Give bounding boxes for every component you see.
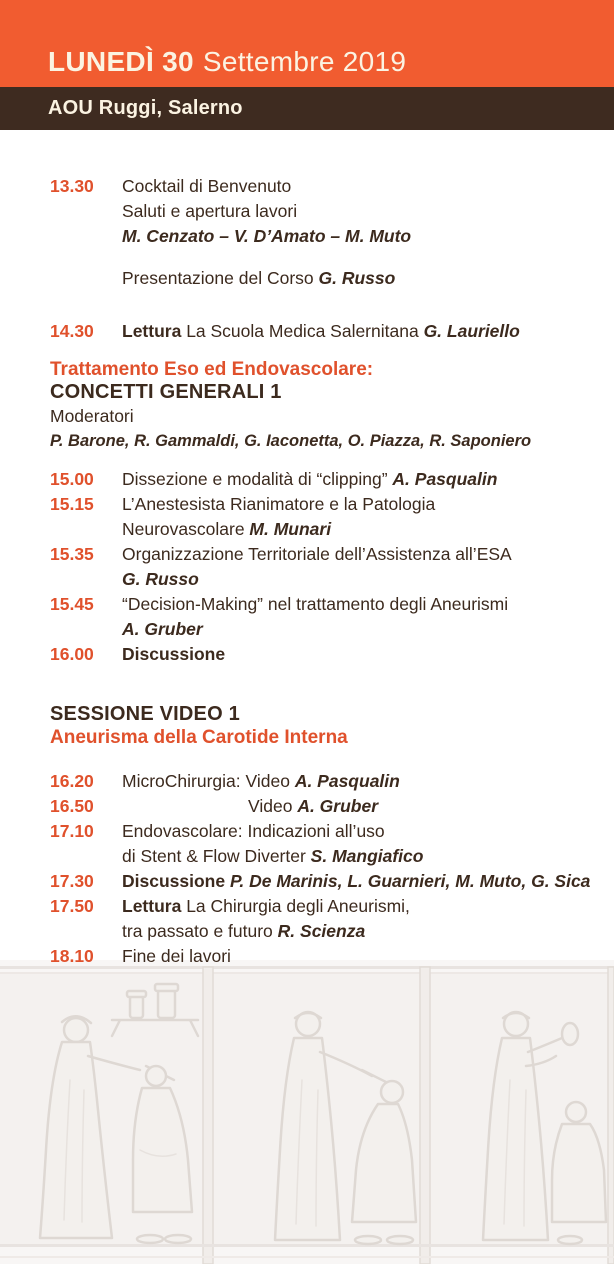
time-label: 15.45 <box>50 594 94 614</box>
event-text: tra passato e futuro <box>122 921 278 941</box>
event-line <box>122 542 598 567</box>
event-line <box>122 844 598 869</box>
moderators-names: P. Barone, R. Gammaldi, G. Iaconetta, O. Piazza, R. Saponiero <box>50 432 532 450</box>
event-text: “Decision-Making” nel trattamento degli Aneurismi <box>122 594 509 614</box>
section-heading <box>50 703 598 749</box>
event-text: L’Anestesista Rianimatore e la Patologia <box>122 494 436 514</box>
event-text: Organizzazione Territoriale dell’Assistenza all’ESA <box>122 544 512 564</box>
event-text: Cocktail di Benvenuto <box>122 176 292 196</box>
event-line <box>122 467 598 492</box>
event-text: Neurovascolare <box>122 519 250 539</box>
event-line <box>122 819 598 844</box>
event-lines <box>122 642 598 667</box>
time-label <box>50 266 122 291</box>
event-line <box>122 266 598 291</box>
event-lines <box>122 869 598 894</box>
footer-illustration <box>0 960 614 1264</box>
moderators-label: Moderatori <box>50 406 134 426</box>
speaker-name: R. Scienza <box>277 921 366 941</box>
event-lines <box>122 769 598 794</box>
event-text: La Chirurgia degli Aneurismi, <box>186 896 410 916</box>
event-keyword: Discussione <box>122 644 226 664</box>
time-label: 15.15 <box>50 494 94 514</box>
schedule-row <box>50 769 598 794</box>
section-title-orange: Aneurisma della Carotide Interna <box>50 727 348 748</box>
schedule-row <box>50 794 598 819</box>
event-line <box>122 617 598 642</box>
time-label: 17.30 <box>50 871 94 891</box>
speaker-name: M. Cenzato – V. D’Amato – M. Muto <box>122 226 412 246</box>
event-line <box>122 567 598 592</box>
section-title-dark: CONCETTI GENERALI 1 <box>50 381 282 403</box>
event-lines <box>122 894 598 944</box>
time-label: 16.00 <box>50 644 94 664</box>
event-text: Saluti e apertura lavori <box>122 201 298 221</box>
schedule <box>0 130 614 969</box>
event-keyword: Lettura <box>122 321 187 341</box>
event-lines <box>122 467 598 492</box>
time-label: 15.00 <box>50 469 94 489</box>
speaker-name: G. Russo <box>318 268 396 288</box>
time-label: 15.35 <box>50 544 94 564</box>
event-lines <box>122 492 598 542</box>
event-keyword: Discussione <box>122 871 230 891</box>
time-label: 16.50 <box>50 796 94 816</box>
event-line <box>122 492 598 517</box>
event-lines <box>122 592 598 642</box>
schedule-row <box>50 642 598 667</box>
event-line <box>122 894 598 919</box>
schedule-row <box>50 266 598 291</box>
event-line <box>122 174 598 199</box>
event-keyword: Lettura <box>122 896 187 916</box>
event-line <box>122 642 598 667</box>
time-label: 14.30 <box>50 321 94 341</box>
section-title-orange: Trattamento Eso ed Endovascolare: <box>50 359 374 380</box>
schedule-row <box>50 894 598 944</box>
event-line <box>122 794 598 819</box>
speaker-name: G. Russo <box>122 569 199 589</box>
schedule-row <box>50 492 598 542</box>
schedule-row <box>50 869 598 894</box>
event-line <box>122 517 598 542</box>
time-label: 17.10 <box>50 821 94 841</box>
event-text: Fine dei lavori <box>122 946 231 966</box>
date-banner <box>0 0 614 87</box>
event-line <box>122 199 598 224</box>
event-lines <box>122 944 598 969</box>
speaker-name: S. Mangiafico <box>310 846 424 866</box>
page-title-month-year: Settembre 2019 <box>202 46 407 77</box>
section-heading <box>50 358 598 454</box>
event-text: Endovascolare: Indicazioni all’uso <box>122 821 385 841</box>
event-text: Video <box>248 796 298 816</box>
event-line <box>122 869 598 894</box>
section-title-dark: SESSIONE VIDEO 1 <box>50 703 240 725</box>
event-lines <box>122 819 598 869</box>
speaker-name: P. De Marinis, L. Guarnieri, M. Muto, G. Sica <box>229 871 591 891</box>
event-line <box>122 919 598 944</box>
event-line <box>122 319 598 344</box>
speaker-name: M. Munari <box>249 519 332 539</box>
event-line <box>122 592 598 617</box>
page-title <box>48 46 406 78</box>
speaker-name: G. Lauriello <box>423 321 520 341</box>
schedule-row <box>50 819 598 869</box>
schedule-row <box>50 467 598 492</box>
schedule-row <box>50 319 598 344</box>
event-text: La Scuola Medica Salernitana <box>186 321 424 341</box>
time-label: 16.20 <box>50 771 94 791</box>
schedule-row <box>50 542 598 592</box>
event-lines <box>122 174 598 249</box>
event-lines <box>122 266 598 291</box>
time-label: 17.50 <box>50 896 94 916</box>
schedule-row <box>50 592 598 642</box>
event-lines <box>122 319 598 344</box>
event-text: Presentazione del Corso <box>122 268 319 288</box>
event-lines <box>122 542 598 592</box>
time-label: 18.10 <box>50 946 94 966</box>
speaker-name: A. Gruber <box>122 619 203 639</box>
schedule-row <box>50 944 598 969</box>
speaker-name: A. Pasqualin <box>294 771 400 791</box>
event-text: di Stent & Flow Diverter <box>122 846 311 866</box>
speaker-name: A. Pasqualin <box>392 469 498 489</box>
event-text: Dissezione e modalità di “clipping” <box>122 469 393 489</box>
page-title-day: LUNEDÌ 30 <box>48 46 194 77</box>
time-label: 13.30 <box>50 176 94 196</box>
speaker-name: A. Gruber <box>297 796 379 816</box>
event-lines <box>122 794 598 819</box>
venue-bar <box>0 87 614 130</box>
venue-label: AOU Ruggi, Salerno <box>48 97 243 119</box>
event-line <box>122 224 598 249</box>
schedule-row <box>50 174 598 249</box>
event-line <box>122 944 598 969</box>
event-line <box>122 769 598 794</box>
event-text: MicroChirurgia: Video <box>122 771 295 791</box>
